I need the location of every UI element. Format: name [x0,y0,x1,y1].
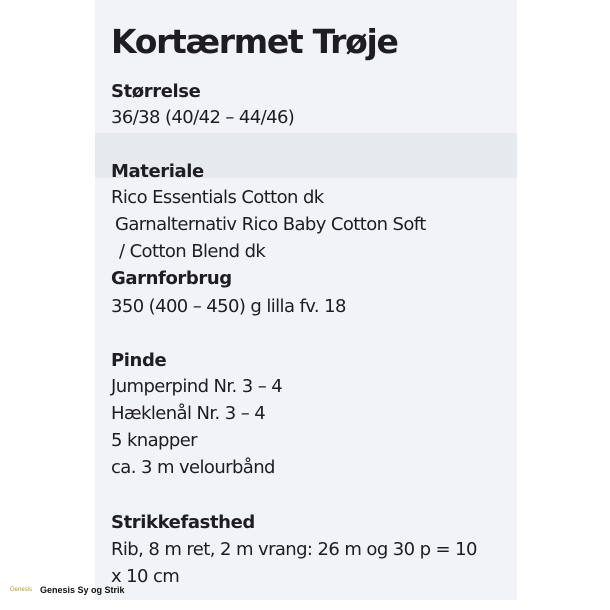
material-line: / Cotton Blend dk [119,241,266,262]
material-heading: Materiale [111,161,204,182]
needles-line: Hæklenål Nr. 3 – 4 [111,403,266,424]
shop-name: Genesis Sy og Strik [40,585,125,595]
footer-watermark [10,585,125,595]
gauge-heading: Strikkefasthed [111,512,255,533]
yarn-heading: Garnforbrug [111,268,232,289]
size-heading: Størrelse [111,81,201,102]
gauge-line: x 10 cm [111,566,180,587]
needles-line: 5 knapper [111,430,197,451]
page-title: Kortærmet Trøje [111,22,398,61]
material-line: Rico Essentials Cotton dk [111,187,324,208]
size-line: 36/38 (40/42 – 44/46) [111,107,295,128]
yarn-line: 350 (400 – 450) g lilla fv. 18 [111,296,346,317]
material-line: Garnalternativ Rico Baby Cotton Soft [115,214,426,235]
gauge-line: Rib, 8 m ret, 2 m vrang: 26 m og 30 p = 10 [111,539,477,560]
needles-line: ca. 3 m velourbånd [111,457,275,478]
genesis-logo-icon: Genesis [10,587,33,593]
needles-line: Jumperpind Nr. 3 – 4 [111,376,283,397]
needles-heading: Pinde [111,350,167,371]
